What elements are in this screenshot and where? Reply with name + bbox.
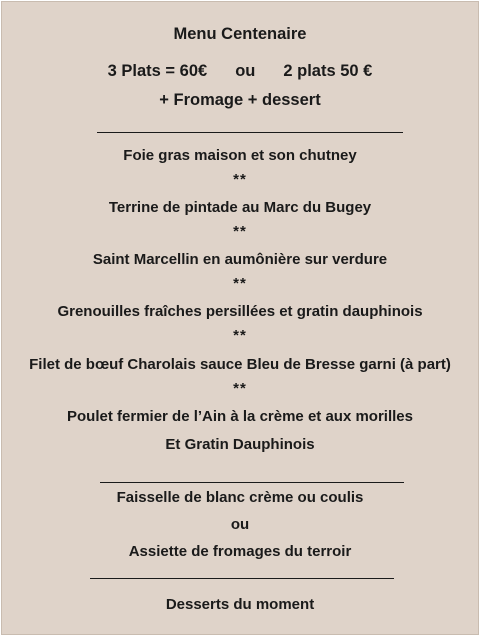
price-or: ou — [235, 62, 256, 80]
divider-bottom — [90, 578, 394, 579]
separator-stars: ** — [233, 275, 247, 292]
dish-saint-marcellin: Saint Marcellin en aumônière sur verdure — [92, 251, 388, 268]
cheese-or: ou — [230, 516, 250, 533]
dish-grenouilles: Grenouilles fraîches persillées et gratin dauphinois — [57, 303, 423, 320]
cheese-faisselle: Faisselle de blanc crème ou coulis — [116, 489, 364, 506]
dish-poulet: Poulet fermier de l’Ain à la crème et aux morilles — [67, 408, 413, 425]
separator-stars: ** — [233, 171, 247, 188]
price-option-3-plats: 3 Plats = 60€ — [107, 62, 208, 80]
dish-gratin: Et Gratin Dauphinois — [165, 436, 315, 453]
price-line — [2, 63, 478, 80]
menu-title: Menu Centenaire — [173, 25, 307, 43]
price-extras: + Fromage + dessert — [159, 91, 321, 109]
dessert-line: Desserts du moment — [165, 596, 315, 613]
separator-stars: ** — [233, 380, 247, 397]
divider-top — [97, 132, 403, 133]
price-option-2-plats: 2 plats 50 € — [283, 62, 373, 80]
separator-stars: ** — [233, 223, 247, 240]
dish-terrine: Terrine de pintade au Marc du Bugey — [108, 199, 372, 216]
cheese-assiette: Assiette de fromages du terroir — [128, 543, 352, 560]
dish-foie-gras: Foie gras maison et son chutney — [123, 147, 357, 164]
separator-stars: ** — [233, 327, 247, 344]
dish-filet-boeuf: Filet de bœuf Charolais sauce Bleu de Bresse garni (à part) — [29, 356, 451, 373]
divider-middle — [100, 482, 404, 483]
menu-card — [1, 1, 479, 635]
